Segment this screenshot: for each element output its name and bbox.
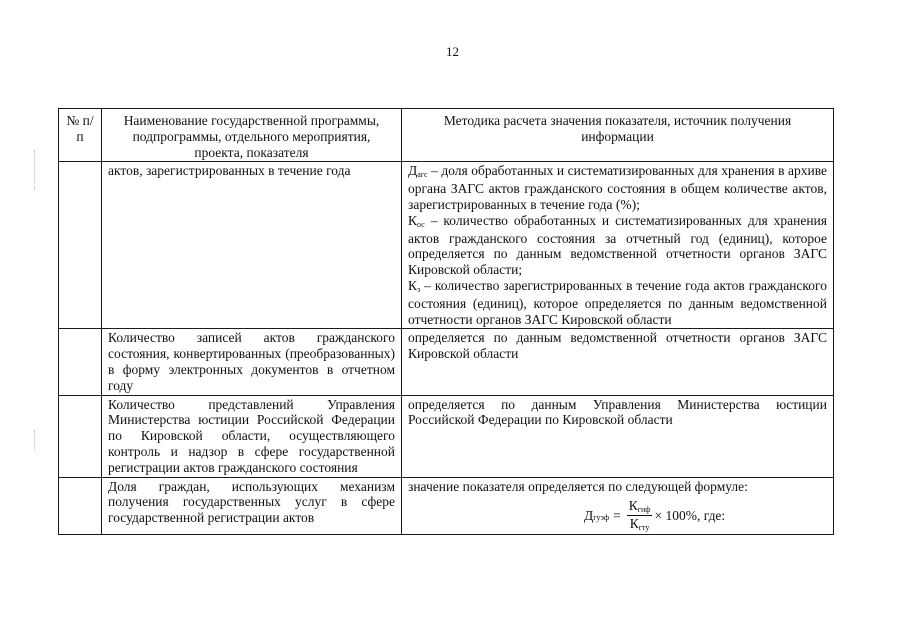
symbol-subscript: ос	[417, 219, 425, 229]
numerator-symbol: К	[628, 498, 638, 514]
symbol-definition: – количество обработанных и систематизированных для хранения актов гражданского состояния за отчетный год (единиц), которое определяется по данным ведомственной отчетности органов ЗАГС Кировской области;	[408, 212, 827, 278]
row-number	[59, 329, 102, 395]
formula-equals: =	[613, 507, 621, 523]
formula-lhs-subscript: гуэф	[593, 512, 610, 522]
row-method	[402, 162, 834, 329]
row-method: определяется по данным ведомственной отчетности органов ЗАГС Кировской области	[402, 329, 834, 395]
table-row	[59, 477, 834, 535]
row-method: определяется по данным Управления Министерства юстиции Российской Федерации по Кировской области	[402, 395, 834, 477]
symbol-subscript: з	[417, 284, 421, 294]
formula-intro: значение показателя определяется по следующей формуле:	[408, 478, 748, 494]
symbol: К	[408, 212, 418, 228]
header-method: Методика расчета значения показателя, источник получения информации	[402, 109, 834, 162]
formula-lhs: Д	[584, 507, 594, 523]
fraction-numerator	[627, 498, 653, 516]
numerator-subscript: гиф	[637, 505, 651, 515]
table-header-row	[59, 109, 834, 162]
formula-tail: × 100%, где:	[654, 507, 726, 523]
scan-margin-mark	[34, 430, 39, 450]
symbol-definition: – доля обработанных и систематизированных для хранения в архиве органа ЗАГС актов гражданского состояния в общем количестве актов, зарегистрированных в течение года (%);	[408, 163, 827, 212]
table-row	[59, 162, 834, 329]
symbol: Д	[408, 163, 418, 179]
row-indicator-name: Доля граждан, использующих механизм получения государственных услуг в сфере государственной регистрации актов	[102, 477, 402, 535]
row-indicator-name: Количество представлений Управления Министерства юстиции Российской Федерации по Кировской области, осуществляющего контроль и надзор в сфере государственной регистрации актов гражданского состояния	[102, 395, 402, 477]
indicator-methodology-table	[58, 108, 834, 535]
denominator-subscript: гту	[638, 523, 650, 533]
denominator-symbol: К	[629, 516, 639, 532]
page-number: 12	[446, 44, 459, 59]
fraction-denominator	[628, 516, 652, 533]
table-row	[59, 395, 834, 477]
scan-margin-mark	[34, 150, 39, 190]
header-number: № п/п	[59, 109, 102, 162]
formula	[584, 498, 827, 533]
row-indicator-name: Количество записей актов гражданского состояния, конвертированных (преобразованных) в форму электронных документов в отчетном году	[102, 329, 402, 395]
row-method	[402, 477, 834, 535]
header-name: Наименование государственной программы, подпрограммы, отдельного мероприятия, проекта, показателя	[102, 109, 402, 162]
row-number	[59, 395, 102, 477]
table-row	[59, 329, 834, 395]
symbol: К	[408, 277, 418, 293]
row-number	[59, 477, 102, 535]
symbol-subscript: агс	[417, 170, 428, 180]
symbol-definition: – количество зарегистрированных в течение года актов гражданского состояния (единиц), которое определяется по данным ведомственной отчетности органов ЗАГС Кировской области	[408, 277, 827, 327]
row-number	[59, 162, 102, 329]
row-indicator-name: актов, зарегистрированных в течение года	[102, 162, 402, 329]
formula-fraction	[627, 498, 653, 533]
